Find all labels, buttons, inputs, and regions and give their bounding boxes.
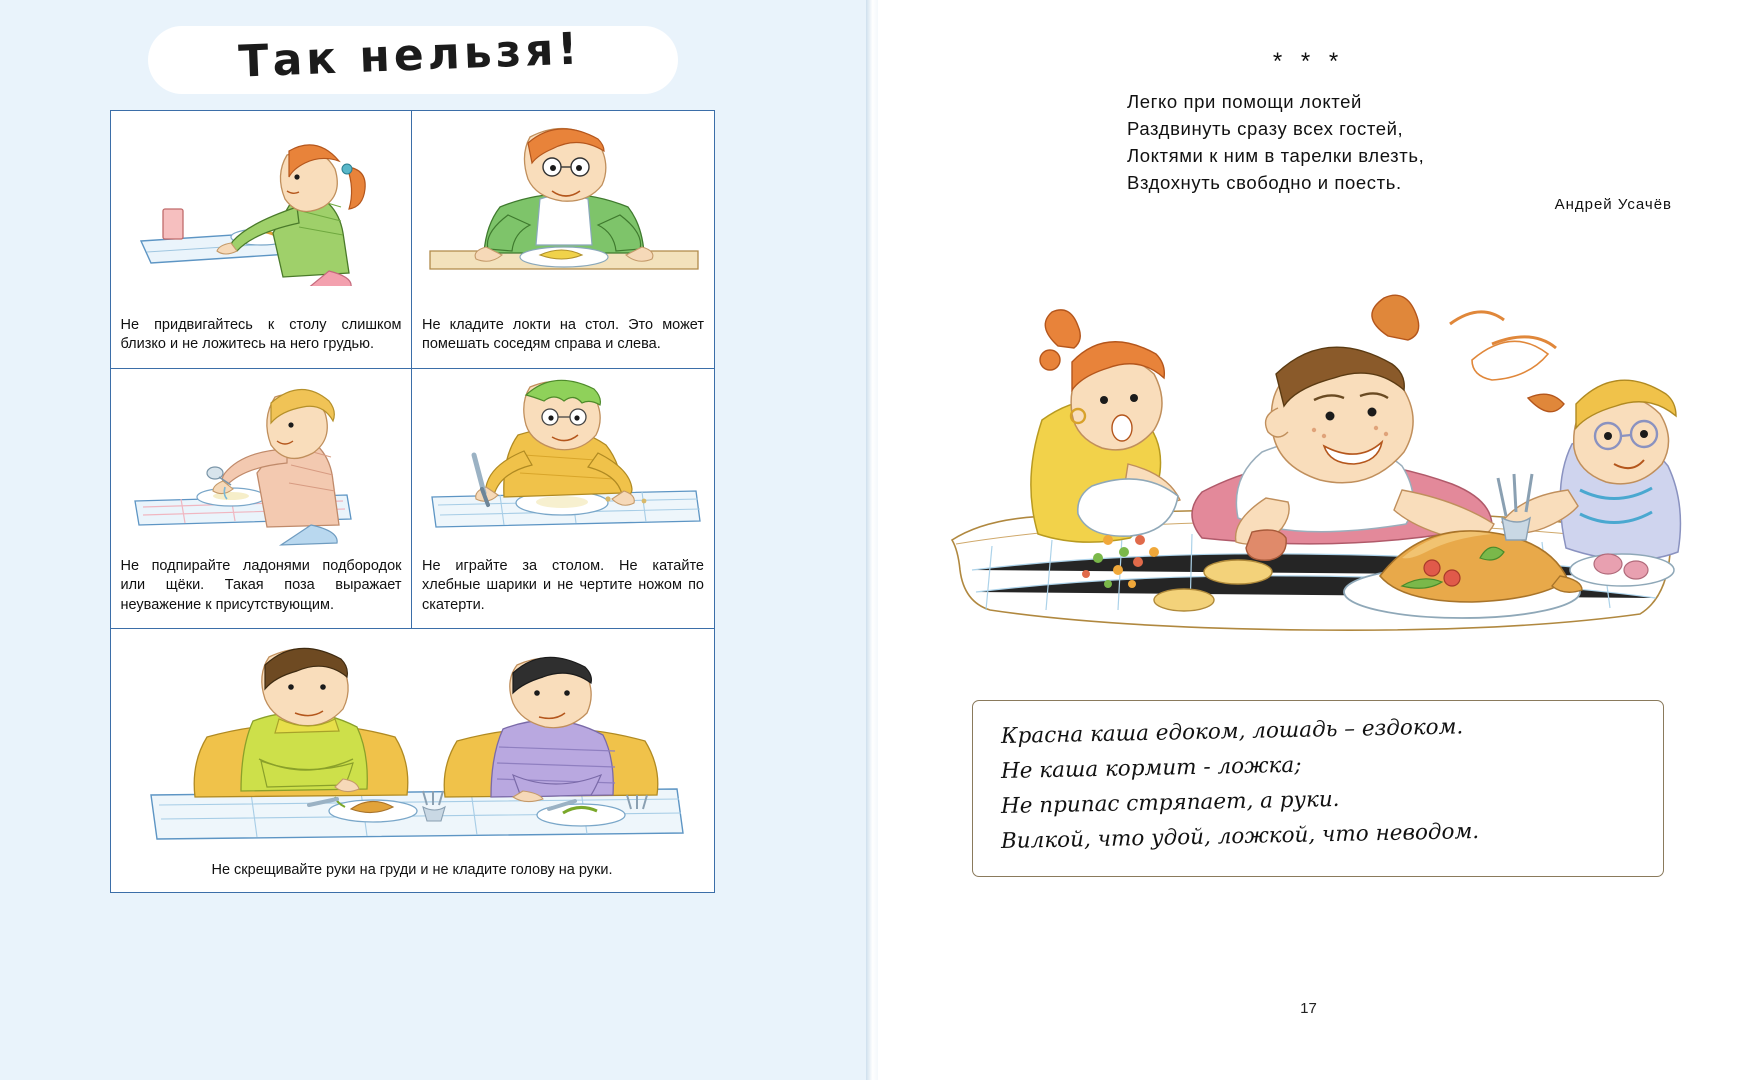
page-number: 17 — [1300, 1000, 1317, 1017]
poem-author: Андрей Усачёв — [1554, 196, 1672, 213]
illustration-girl-propping-chin — [111, 369, 413, 547]
poem — [1127, 88, 1424, 196]
panel-3 — [110, 368, 413, 630]
illustration-two-boys-crossed-arms — [111, 629, 715, 854]
illustration-boy-playing-at-table — [412, 369, 715, 547]
illustration-girl-leaning-on-table — [111, 111, 413, 286]
proverb-box — [972, 700, 1664, 877]
ornament-asterisks: * * * — [1272, 48, 1345, 75]
proverb-line-4: Вилкой, что удой, ложкой, что неводом. — [1000, 818, 1480, 854]
poem-line-1: Легко при помощи локтей — [1127, 91, 1362, 112]
panel-grid — [110, 110, 715, 892]
panel-3-caption: Не подпирайте ладонями подбородок или щёки. Такая поза выражает неуважение к присутствующим. — [120, 557, 402, 613]
panel-5-caption: Не скрещивайте руки на груди и не кладите голову на руки. — [211, 861, 613, 878]
panel-2 — [411, 110, 715, 370]
panel-1 — [110, 110, 413, 370]
proverb-line-2: Не каша кормит - ложка; — [1000, 752, 1302, 784]
panel-4 — [411, 368, 715, 630]
right-page — [872, 0, 1745, 1080]
panel-4-caption: Не играйте за столом. Не катайте хлебные шарики и не чертите ножом по скатерти. — [422, 557, 704, 613]
illustration-boy-reaching-across-table — [932, 240, 1692, 640]
poem-line-3: Локтями к ним в тарелки влезть, — [1127, 145, 1425, 166]
illustration-boy-elbows-on-table — [412, 111, 715, 286]
poem-line-4: Вздохнуть свободно и поесть. — [1127, 172, 1402, 193]
panel-1-caption: Не придвигайтесь к столу слишком близко и не ложитесь на него грудью. — [120, 316, 402, 352]
book-gutter — [866, 0, 878, 1080]
proverb-line-3: Не припас стряпает, а руки. — [1000, 786, 1340, 819]
panel-2-caption: Не кладите локти на стол. Это может помешать соседям справа и слева. — [422, 316, 704, 352]
proverb-line-1: Красна каша едоком, лошадь – ездоком. — [1000, 714, 1464, 749]
panel-5 — [110, 628, 715, 893]
page-title: Так нельзя! — [237, 23, 583, 88]
poem-line-2: Раздвинуть сразу всех гостей, — [1127, 118, 1404, 139]
proverb-text — [1000, 714, 1641, 859]
left-page — [0, 0, 872, 1080]
